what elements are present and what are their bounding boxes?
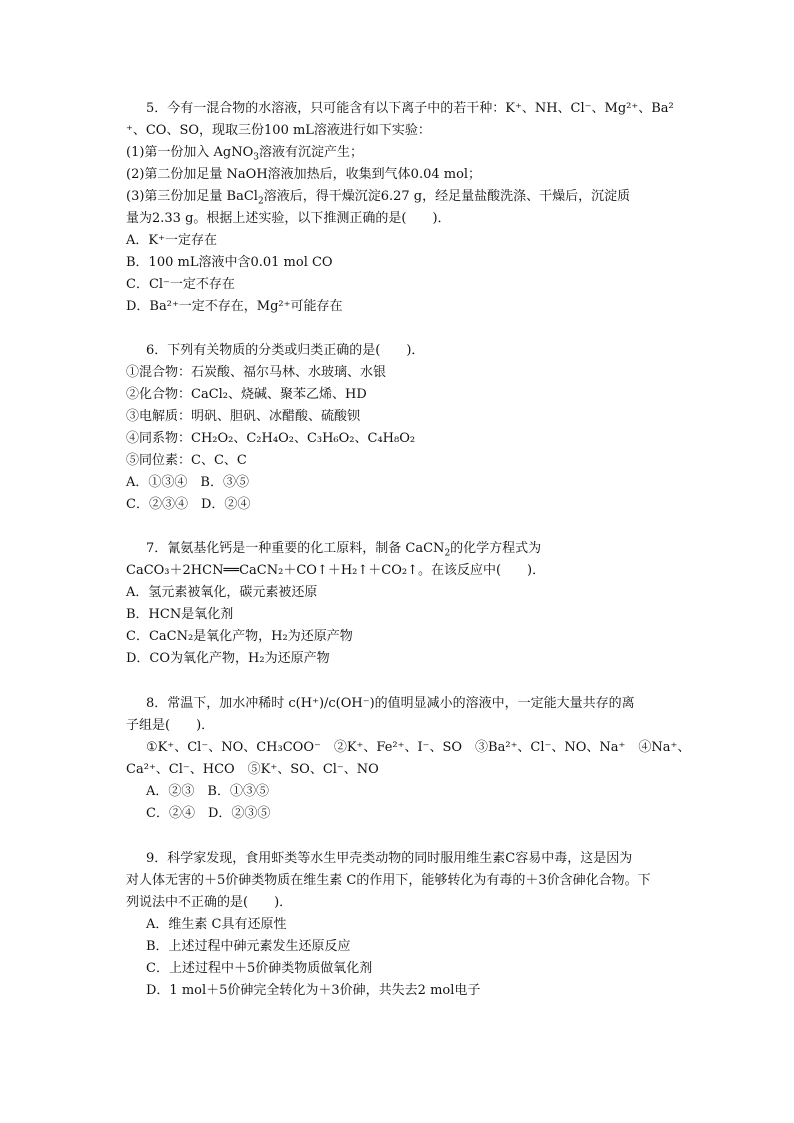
q7-option-d: D．CO为氧化产物，H₂为还原产物 <box>126 651 330 666</box>
q7-equation: CaCO₃＋2HCN══CaCN₂＋CO↑＋H₂↑＋CO₂↑。在该反应中( )． <box>126 563 546 578</box>
q5-option-a: A．K⁺一定存在 <box>126 233 217 248</box>
q7-stem-line-1 <box>126 538 686 560</box>
q6-item-1: ①混合物：石炭酸、福尔马林、水玻璃、水银 <box>126 365 387 380</box>
q5-l3-sub: 3 <box>253 152 260 163</box>
q8-stem-line-2: 子组是( )． <box>126 718 215 733</box>
q7-l1-sub: 2 <box>444 548 451 559</box>
q9-stem-line-2: 对人体无害的＋5价砷类物质在维生素 C的作用下，能够转化为有毒的＋3价含砷化合物。下 <box>126 873 651 888</box>
q6-item-2: ②化合物：CaCl₂、烧碱、聚苯乙烯、HD <box>126 387 367 402</box>
q8-ion-groups-line-1: ①K⁺、Cl⁻、NO、CH₃COO⁻ ②K⁺、Fe²⁺、I⁻、SO ③Ba²⁺、Cl⁻、NO、Na⁺ ④Na⁺、 <box>146 740 691 755</box>
q5-stem-line-4: (2)第二份加足量 NaOH溶液加热后，收集到气体0.04 mol； <box>126 167 482 182</box>
q5-stem-line-6: 量为2.33 g。根据上述实验，以下推测正确的是( )． <box>126 211 451 226</box>
q5-l5-text-b: 溶液后，得干燥沉淀6.27 g，经足量盐酸洗涤、干燥后，沉淀质 <box>263 189 631 204</box>
q5-option-c: C．Cl⁻一定不存在 <box>126 277 235 292</box>
q8-stem-line-1: 8．常温下，加水冲稀时 c(H⁺)/c(OH⁻)的值明显减小的溶液中，一定能大量共存的离 <box>146 696 635 711</box>
question-5 <box>126 98 686 318</box>
q5-option-d: D．Ba²⁺一定不存在，Mg²⁺可能存在 <box>126 299 343 314</box>
q8-options-cd: C．②④ D．②③⑤ <box>146 806 271 821</box>
q9-option-b: B．上述过程中砷元素发生还原反应 <box>146 939 351 954</box>
q9-option-a: A．维生素 C具有还原性 <box>146 917 287 932</box>
q9-stem-line-1: 9．科学家发现，食用虾类等水生甲壳类动物的同时服用维生素C容易中毒，这是因为 <box>146 851 633 866</box>
q7-l1-text-a: 7．氰氨基化钙是一种重要的化工原料，制备 CaCN <box>146 541 445 556</box>
q7-l1-text-b: 的化学方程式为 <box>450 541 542 556</box>
q6-item-3: ③电解质：明矾、胆矾、冰醋酸、硫酸钡 <box>126 409 361 424</box>
q5-l3-text-b: 溶液有沉淀产生； <box>259 145 364 160</box>
q6-options-cd: C．②③④ D．②④ <box>126 497 251 512</box>
q8-ion-groups-line-2: Ca²⁺、Cl⁻、HCO ⑤K⁺、SO、Cl⁻、NO <box>126 762 379 777</box>
q5-stem-line-1: 5．今有一混合物的水溶液，只可能含有以下离子中的若干种：K⁺、NH、Cl⁻、Mg²⁺、Ba² <box>146 101 674 116</box>
q9-option-c: C．上述过程中＋5价砷类物质做氧化剂 <box>146 961 373 976</box>
q7-option-b: B．HCN是氧化剂 <box>126 607 234 622</box>
question-6 <box>126 340 686 516</box>
q8-options-ab: A．②③ B．①③⑤ <box>146 784 269 799</box>
question-8 <box>126 693 691 825</box>
q6-item-5: ⑤同位素：C、C、C <box>126 453 247 468</box>
q7-option-c: C．CaCN₂是氧化产物，H₂为还原产物 <box>126 629 353 644</box>
question-7 <box>126 538 686 670</box>
q5-l3-text-a: (1)第一份加入 AgNO <box>126 145 254 160</box>
q6-options-ab: A．①③④ B．③⑤ <box>126 475 249 490</box>
q5-stem-line-5 <box>126 186 686 208</box>
q5-l5-text-a: (3)第三份加足量 BaCl <box>126 189 258 204</box>
q9-option-d: D．1 mol＋5价砷完全转化为＋3价砷，共失去2 mol电子 <box>146 983 481 998</box>
q9-stem-line-3: 列说法中不正确的是( )． <box>126 895 293 910</box>
question-9 <box>126 848 686 1002</box>
q5-stem-line-2: ⁺、CO、SO，现取三份100 mL溶液进行如下实验： <box>126 123 431 138</box>
q5-l5-sub: 2 <box>257 196 264 207</box>
q6-item-4: ④同系物：CH₂O₂、C₂H₄O₂、C₃H₆O₂、C₄H₈O₂ <box>126 431 416 446</box>
q5-option-b: B．100 mL溶液中含0.01 mol CO <box>126 255 333 270</box>
q5-stem-line-3 <box>126 142 686 164</box>
q6-stem-line-1: 6．下列有关物质的分类或归类正确的是( )． <box>146 343 425 358</box>
q7-option-a: A．氢元素被氧化，碳元素被还原 <box>126 585 318 600</box>
